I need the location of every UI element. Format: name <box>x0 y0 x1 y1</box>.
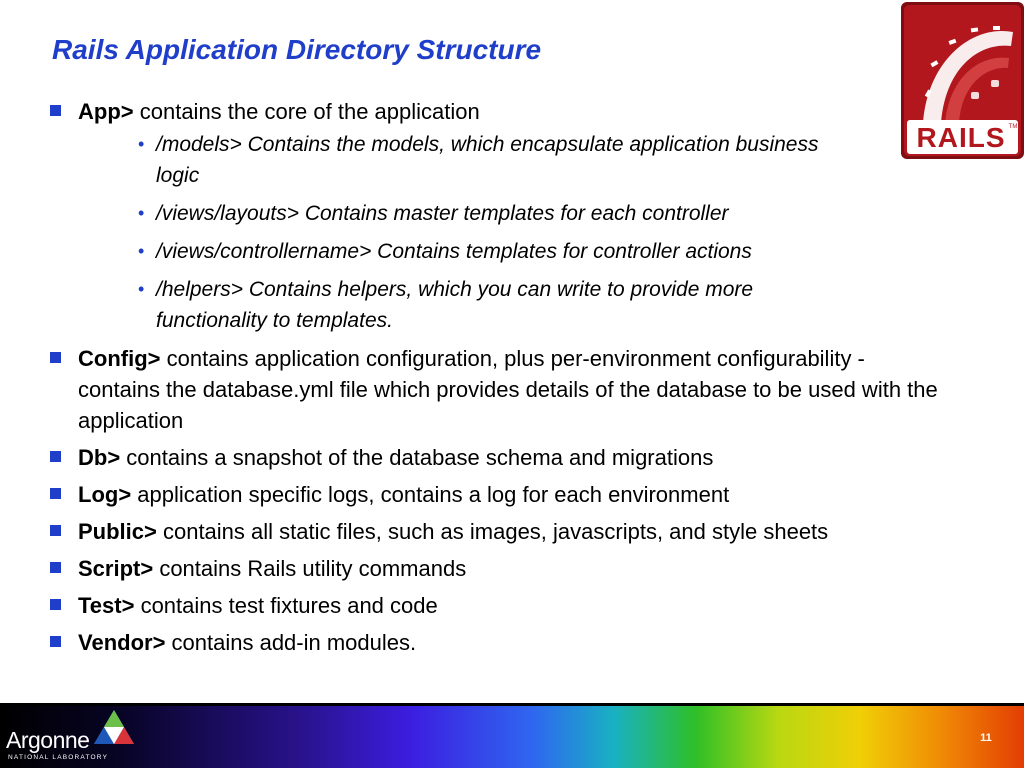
sub-list-item <box>78 198 856 229</box>
slide-title: Rails Application Directory Structure <box>52 34 542 65</box>
dot-bullet-icon: • <box>138 203 145 223</box>
item-desc: contains application configuration, plus per-environment configurability - contains the database.yml file which provides details of the database to be used with the application <box>78 346 938 433</box>
sub-item-path: /models> <box>156 133 242 156</box>
rails-logo-text: RAILS <box>916 122 1006 153</box>
sub-list <box>78 129 940 336</box>
svg-text:TM: TM <box>1008 124 1018 130</box>
sub-item-path: /views/layouts> <box>156 202 299 225</box>
square-bullet-icon <box>50 105 61 116</box>
list-item <box>50 96 940 336</box>
list-item <box>50 553 940 584</box>
square-bullet-icon <box>50 525 61 536</box>
square-bullet-icon <box>50 636 61 647</box>
square-bullet-icon <box>50 599 61 610</box>
item-term: Config> <box>78 346 161 371</box>
item-desc: contains the core of the application <box>133 99 480 124</box>
sub-item-path: /helpers> <box>156 278 243 301</box>
square-bullet-icon <box>50 451 61 462</box>
page-number: 11 <box>980 732 992 744</box>
sub-list-item <box>78 129 856 191</box>
sub-item-path: /views/controllername> <box>156 240 372 263</box>
sub-item-desc: Contains the models, which encapsulate application business logic <box>156 133 819 187</box>
argonne-triangle-icon <box>94 710 134 748</box>
sub-item-desc: Contains master templates for each controller <box>298 202 729 225</box>
item-desc: application specific logs, contains a log for each environment <box>131 482 730 507</box>
item-desc: contains all static files, such as images, javascripts, and style sheets <box>156 519 829 544</box>
square-bullet-icon <box>50 352 61 363</box>
argonne-logo-subtext: NATIONAL LABORATORY <box>8 754 109 761</box>
item-desc: contains Rails utility commands <box>153 556 467 581</box>
list-item <box>50 442 940 473</box>
item-term: Log> <box>78 482 132 507</box>
square-bullet-icon <box>50 488 61 499</box>
list-item <box>50 343 940 436</box>
item-desc: contains test fixtures and code <box>134 593 438 618</box>
item-term: Test> <box>78 593 135 618</box>
sub-list-item <box>78 236 856 267</box>
list-item <box>50 479 940 510</box>
bullet-list <box>50 96 940 664</box>
item-term: Script> <box>78 556 154 581</box>
argonne-logo-text: Argonne <box>6 727 90 753</box>
list-item <box>50 590 940 621</box>
item-term: App> <box>78 99 134 124</box>
sub-item-desc: Contains helpers, which you can write to provide more functionality to templates. <box>156 278 754 332</box>
item-desc: contains a snapshot of the database schema and migrations <box>120 445 714 470</box>
dot-bullet-icon: • <box>138 241 145 261</box>
dot-bullet-icon: • <box>138 279 145 299</box>
sub-item-desc: Contains templates for controller actions <box>371 240 752 263</box>
list-item <box>50 516 940 547</box>
footer-divider <box>0 703 1024 706</box>
dot-bullet-icon: • <box>138 134 145 154</box>
sub-list-item <box>78 274 856 336</box>
item-term: Public> <box>78 519 157 544</box>
list-item <box>50 627 940 658</box>
item-desc: contains add-in modules. <box>165 630 417 655</box>
footer-bar <box>0 703 1024 768</box>
item-term: Vendor> <box>78 630 166 655</box>
square-bullet-icon <box>50 562 61 573</box>
item-term: Db> <box>78 445 121 470</box>
